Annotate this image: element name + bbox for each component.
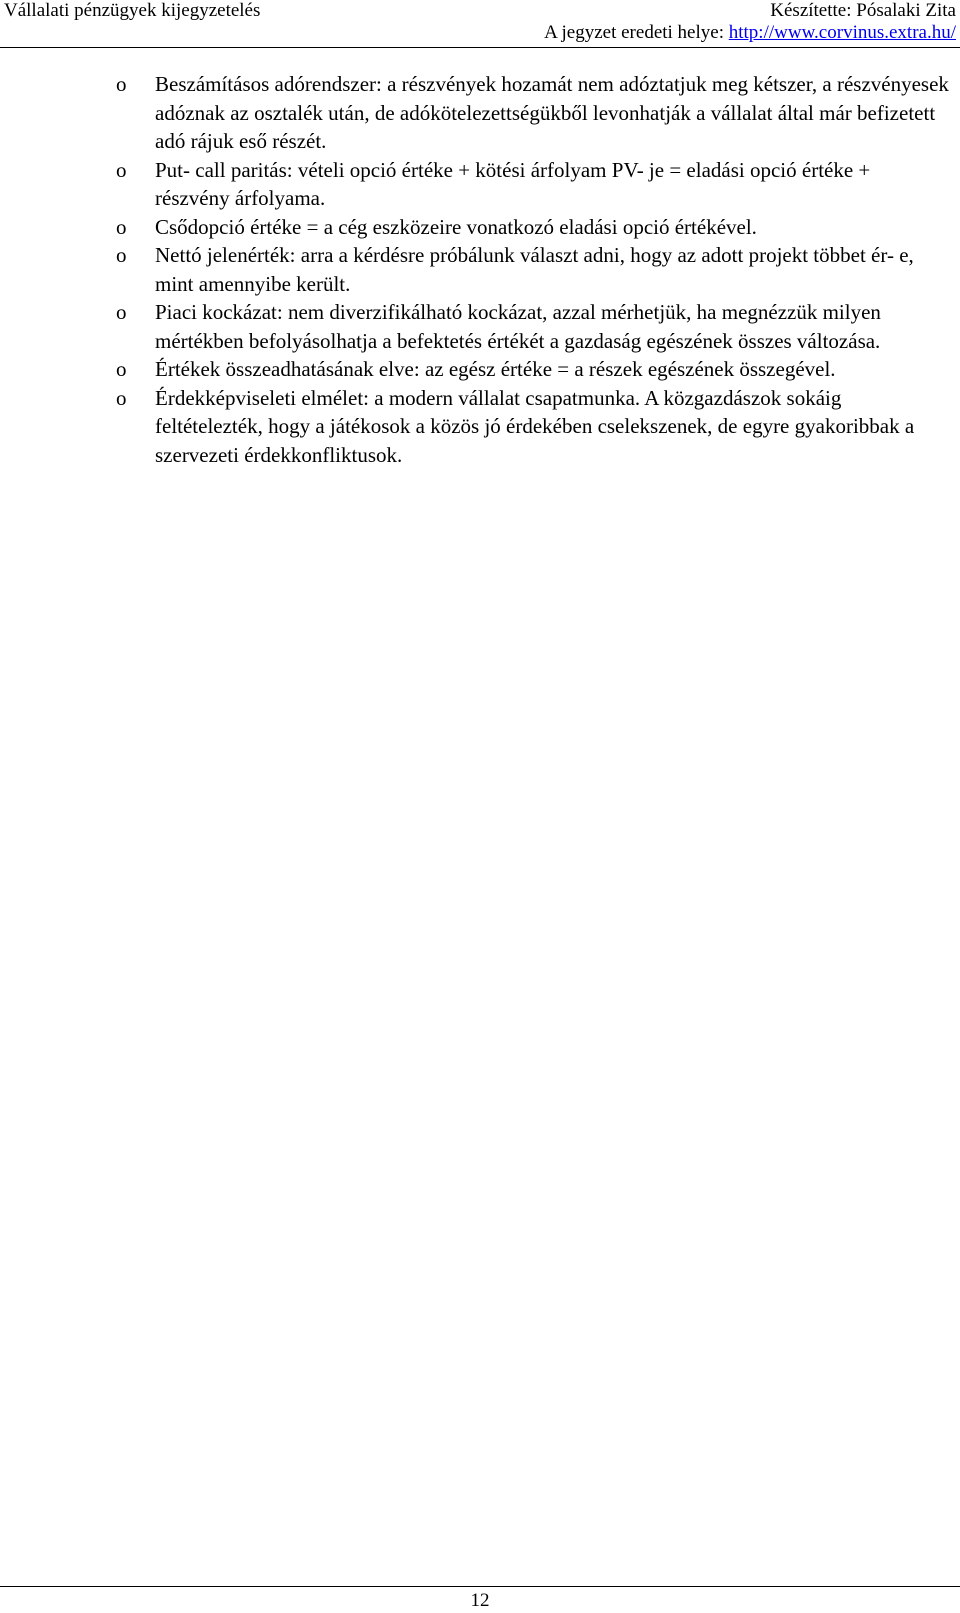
page-number: 12 (470, 1590, 490, 1611)
list-item (0, 384, 960, 470)
list-item-text: Értékek összeadhatásának elve: az egész értéke = a részek egészének összegével. (155, 357, 836, 381)
bullet-marker: o (116, 357, 127, 381)
list-item-text: Nettó jelenérték: arra a kérdésre próbálunk választ adni, hogy az adott projekt többet ér- e, mint amennyibe került. (155, 243, 914, 296)
list-item (0, 355, 960, 384)
footer-rule (0, 1586, 960, 1587)
bullet-marker: o (116, 243, 127, 267)
bullet-marker: o (116, 214, 127, 239)
bullet-marker: o (116, 157, 127, 182)
page-header (0, 0, 960, 48)
list-item (0, 213, 960, 242)
bullet-marker: o (116, 72, 127, 96)
list-item-text: Piaci kockázat: nem diverzifikálható kockázat, azzal mérhetjük, ha megnézzük milyen mértékben befolyásolhatja a befektetés értékét a gazdaság egészének összes változása. (155, 300, 881, 353)
list-item (0, 70, 960, 156)
bullet-marker: o (116, 385, 127, 410)
list-item-text: Csődopció értéke = a cég eszközeire vonatkozó eladási opció értékével. (155, 214, 757, 239)
list-item-text: Érdekképviseleti elmélet: a modern vállalat csapatmunka. A közgazdászok sokáig feltételezték, hogy a játékosok a közös jó érdekében cselekszenek, de egyre gyakoribbak a szervezeti érdekkonfliktusok. (155, 385, 915, 467)
bullet-list (0, 70, 960, 469)
list-item-text: Put- call paritás: vételi opció értéke + kötési árfolyam PV- je = eladási opció értéke + részvény árfolyama. (155, 157, 871, 210)
document-title: Vállalati pénzügyek kijegyzetelés (4, 0, 261, 21)
bullet-marker: o (116, 300, 127, 324)
source-line (544, 21, 956, 45)
list-item (0, 156, 960, 213)
list-item-text: Beszámításos adórendszer: a részvények hozamát nem adóztatjuk meg kétszer, a részvényesek adóznak az osztalék után, de adókötelezettségükből levonhatják a vállalat által már befizetett adó rájuk eső részét. (155, 72, 949, 153)
source-prefix: A jegyzet eredeti helye: (544, 22, 729, 43)
author-line: Készítette: Pósalaki Zita (770, 0, 956, 21)
list-item (0, 298, 960, 355)
source-link[interactable]: http://www.corvinus.extra.hu/ (728, 22, 956, 43)
list-item (0, 241, 960, 298)
